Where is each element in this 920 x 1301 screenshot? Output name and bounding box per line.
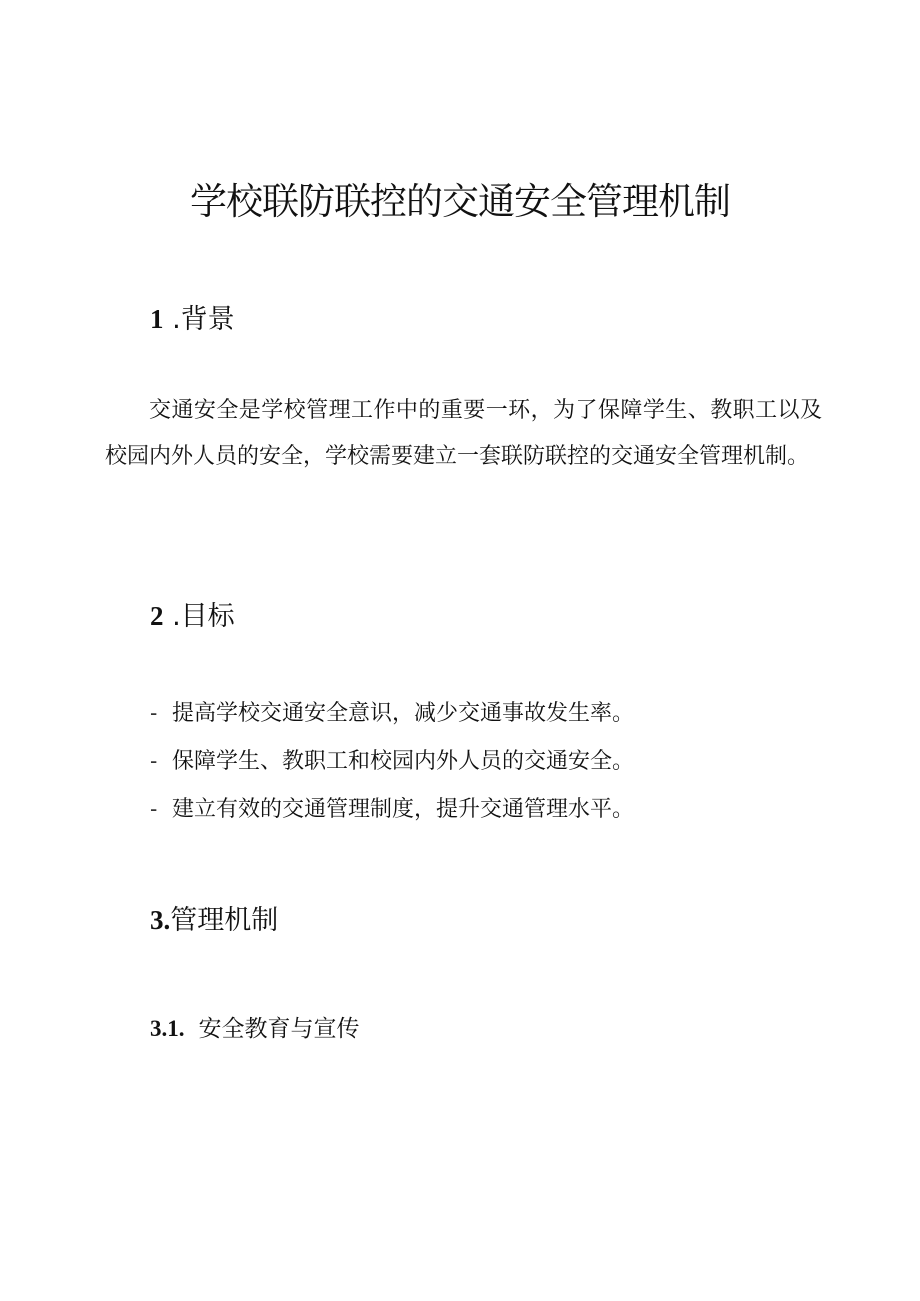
list-item (150, 792, 634, 827)
bullet-dash: - (150, 700, 158, 725)
subsection-title: 安全教育与宣传 (198, 1016, 360, 1042)
background-paragraph: 交通安全是学校管理工作中的重要一环，为了保障学生、教职工以及校园内外人员的安全，学校需要建立一套联防联控的交通安全管理机制。 (105, 398, 822, 469)
list-item-text: 保障学生、教职工和校园内外人员的交通安全。 (172, 749, 635, 774)
list-item-text: 建立有效的交通管理制度，提升交通管理水平。 (172, 797, 635, 822)
section-number: 1 (150, 304, 164, 334)
section-number: 3. (150, 905, 171, 935)
subsection-heading-education (150, 1012, 360, 1046)
section-title: .背景 (163, 304, 235, 335)
list-item (150, 744, 634, 779)
list-item-text: 提高学校交通安全意识，减少交通事故发生率。 (172, 701, 635, 726)
list-item (150, 696, 634, 731)
section-heading-management (150, 902, 278, 939)
section-heading-background (150, 301, 235, 338)
section-number: 2 (150, 601, 164, 631)
document-title: 学校联防联控的交通安全管理机制 (190, 180, 730, 223)
bullet-dash: - (150, 796, 158, 821)
section-title: 管理机制 (170, 905, 279, 936)
section-heading-goals (150, 598, 235, 635)
subsection-number: 3.1. (150, 1016, 185, 1041)
section-title: .目标 (163, 601, 235, 632)
bullet-dash: - (150, 748, 158, 773)
